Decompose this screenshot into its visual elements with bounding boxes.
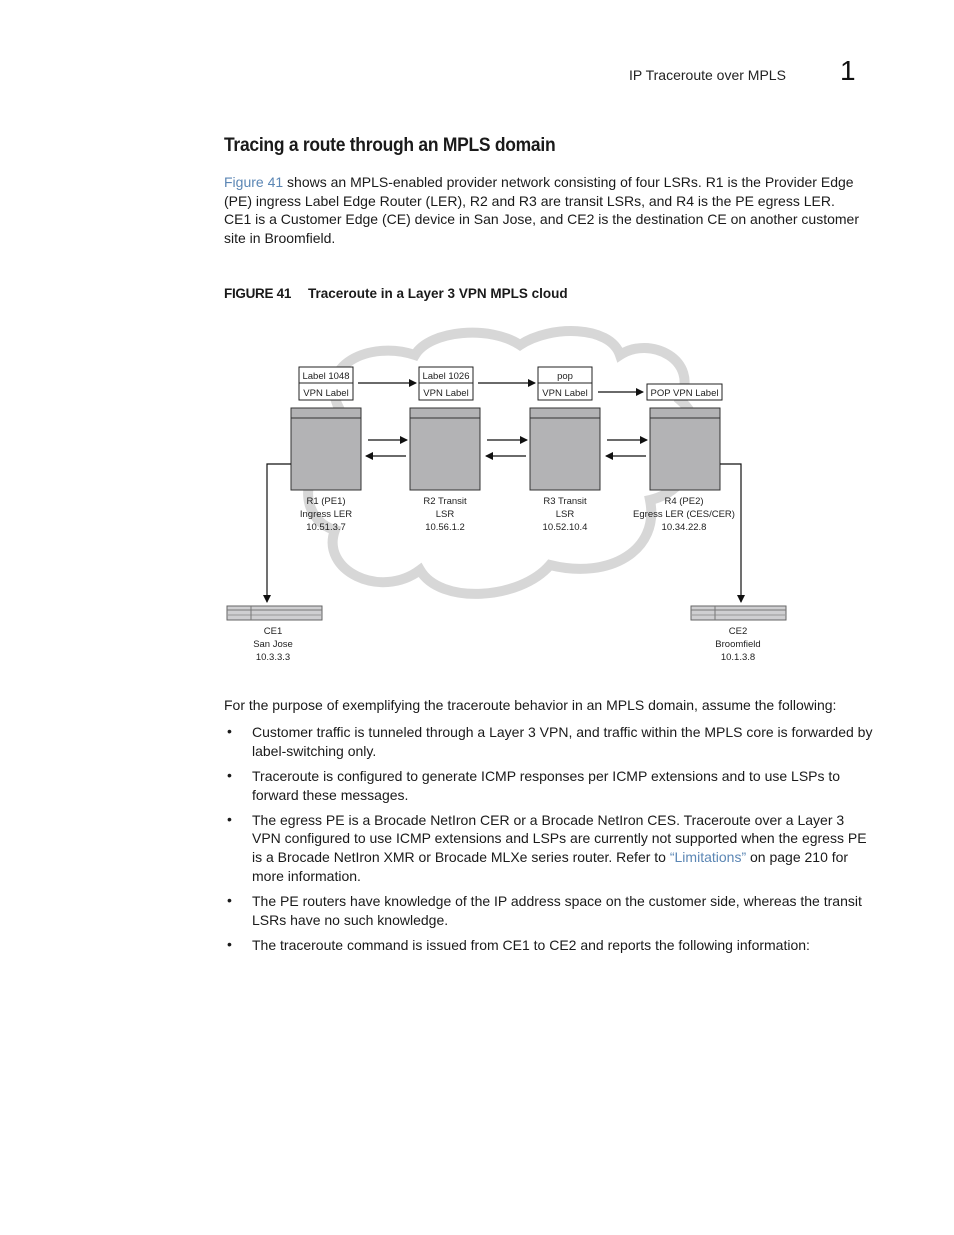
running-header: IP Traceroute over MPLS xyxy=(629,67,786,83)
r3-label-top: pop xyxy=(557,371,573,382)
mpls-diagram xyxy=(220,320,800,675)
bullet-text: The traceroute command is issued from CE1 to CE2 and reports the following information: xyxy=(252,936,810,953)
figure-caption xyxy=(224,286,568,301)
list-item xyxy=(224,767,874,804)
r2-label-bottom: VPN Label xyxy=(423,388,469,399)
figure-link[interactable]: Figure 41 xyxy=(224,174,284,190)
limitations-link[interactable]: “Limitations” xyxy=(669,849,747,865)
router-captions xyxy=(300,496,735,533)
r3-caption-line3: 10.52.10.4 xyxy=(542,522,588,533)
bullet-icon: • xyxy=(227,723,232,739)
r4-caption-line1: R4 (PE2) xyxy=(664,496,704,507)
ce1-caption-line2: San Jose xyxy=(253,639,293,650)
router-r2 xyxy=(410,408,480,490)
bullet-text: The PE routers have knowledge of the IP address space on the customer side, whereas the transit LSRs have no such knowledge. xyxy=(252,892,862,928)
ce2-caption-line2: Broomfield xyxy=(715,639,761,650)
section-title: Tracing a route through an MPLS domain xyxy=(224,135,556,156)
router-r4 xyxy=(650,408,720,490)
r1-caption-line1: R1 (PE1) xyxy=(306,496,346,507)
bullet-text: Customer traffic is tunneled through a Layer 3 VPN, and traffic within the MPLS core is forwarded by label-switching only. xyxy=(252,724,873,759)
r1-caption-line2: Ingress LER xyxy=(299,509,353,520)
ce1-path-arrow xyxy=(267,464,291,602)
ce1-device xyxy=(227,606,322,620)
r2-label-stack xyxy=(419,367,473,400)
assumption-list xyxy=(224,723,874,961)
r1-label-top: Label 1048 xyxy=(302,371,350,382)
mpls-cloud xyxy=(308,331,698,594)
r4-label: POP VPN Label xyxy=(650,388,719,399)
r3-label-bottom: VPN Label xyxy=(542,388,588,399)
list-item xyxy=(224,723,874,760)
figure-caption-text: Traceroute in a Layer 3 VPN MPLS cloud xyxy=(308,286,568,301)
list-item xyxy=(224,811,874,886)
intro-text: shows an MPLS-enabled provider network consisting of four LSRs. R1 is the Provider Edge (PE) ingress Label Edge Router (LER), R2 and R3 are transit LSRs, and R4 is the PE egress LER. CE1 is a Customer Edge (CE) device in San Jose, and CE2 is the destination CE on another customer site in Broomfield. xyxy=(224,174,859,246)
assumption-intro: For the purpose of exemplifying the traceroute behavior in an MPLS domain, assume the following: xyxy=(224,697,837,713)
r4-caption-line2: Egress LER (CES/CER) xyxy=(633,509,735,520)
bullet-icon: • xyxy=(227,935,232,952)
r3-caption-line2: LSR xyxy=(555,509,575,520)
r2-label-top: Label 1026 xyxy=(422,371,470,382)
r1-label-stack xyxy=(299,367,353,400)
r2-caption-line1: R2 Transit xyxy=(423,496,467,507)
router-r3 xyxy=(530,408,600,490)
intro-paragraph xyxy=(224,173,864,247)
r3-label-stack xyxy=(538,367,592,400)
ce2-caption-line3: 10.1.3.8 xyxy=(720,652,756,663)
ce2-caption-line1: CE2 xyxy=(728,626,748,637)
r3-caption-line1: R3 Transit xyxy=(543,496,587,507)
ce1-caption-line3: 10.3.3.3 xyxy=(255,652,291,663)
chapter-number: 1 xyxy=(840,55,856,86)
bullet-text: Traceroute is configured to generate ICMP responses per ICMP extensions and to use LSPs to forward these messages. xyxy=(252,767,841,803)
list-item xyxy=(224,892,874,929)
r4-label-stack xyxy=(647,384,722,400)
r2-caption-line3: 10.56.1.2 xyxy=(425,522,465,533)
r4-caption-line3: 10.34.22.8 xyxy=(661,522,707,533)
ce2-path-arrow xyxy=(720,464,741,602)
r2-caption-line2: LSR xyxy=(435,509,455,520)
bullet-text: The egress PE is a Brocade NetIron CER or a Brocade NetIron CES. Traceroute over a Layer 3 VPN configured to use ICMP extensions and LSPs are currently not supported when the egress PE is a Brocade NetIron XMR or Brocade MLXe series router. Refer to xyxy=(252,811,867,865)
bullet-icon: • xyxy=(227,810,232,827)
r1-caption-line3: 10.51.3.7 xyxy=(306,522,346,533)
ce1-caption-line1: CE1 xyxy=(263,626,283,637)
bullet-icon: • xyxy=(227,766,232,783)
ce-captions xyxy=(253,626,761,663)
router-r1 xyxy=(291,408,361,490)
ce2-device xyxy=(691,606,786,620)
r1-label-bottom: VPN Label xyxy=(303,388,349,399)
bullet-text-after: on page 210 for more information. xyxy=(252,849,849,884)
bullet-icon: • xyxy=(227,891,232,908)
list-item xyxy=(224,936,874,955)
figure-label: FIGURE 41 xyxy=(224,286,292,301)
